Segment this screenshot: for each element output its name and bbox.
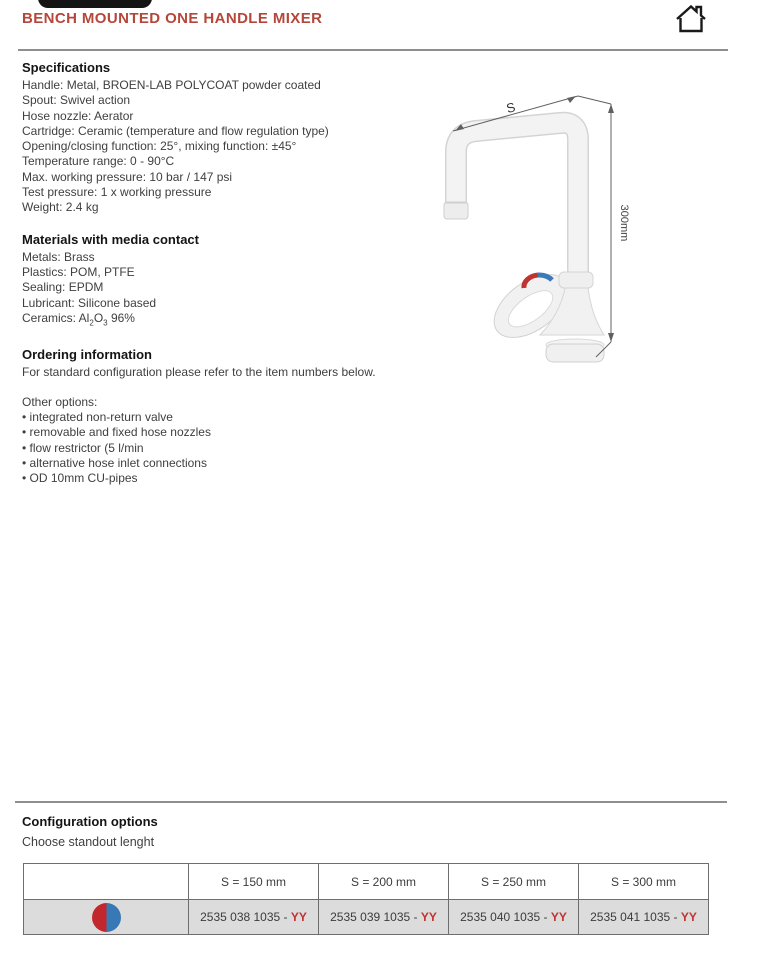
base-flange — [546, 344, 604, 362]
home-icon[interactable] — [672, 2, 712, 36]
spec-line: Opening/closing function: 25°, mixing function: ±45° — [22, 139, 297, 154]
spec-line: Spout: Swivel action — [22, 93, 131, 108]
spec-line: Hose nozzle: Aerator — [22, 108, 134, 123]
specifications-heading: Specifications — [22, 60, 111, 75]
faucet-tube-body — [456, 123, 578, 282]
material-line: Plastics: POM, PTFE — [22, 264, 135, 279]
material-line: Sealing: EPDM — [22, 280, 104, 295]
product-image-faucet — [428, 78, 658, 388]
faucet-tube-outline — [456, 123, 578, 282]
option-line: • removable and fixed hose nozzles — [22, 425, 211, 440]
spec-line: Cartridge: Ceramic (temperature and flow regulation type) — [22, 123, 329, 138]
material-line-ceramics: Ceramics: $Al_2O_3$ 96% — [22, 310, 135, 328]
item-number-cell: 2535 039 1035 - YY — [318, 899, 448, 934]
table-corner-cell — [24, 864, 188, 899]
spec-line: Weight: 2.4 kg — [22, 200, 99, 215]
hot-cold-circle-icon — [92, 903, 121, 932]
item-number-cell: 2535 040 1035 - YY — [448, 899, 578, 934]
spec-line: Max. working pressure: 10 bar / 147 psi — [22, 169, 233, 184]
aerator-nozzle — [444, 202, 468, 219]
materials-heading: Materials with media contact — [22, 231, 199, 247]
configuration-heading: Configuration options — [22, 814, 158, 829]
dimension-height-label: 300mm — [618, 204, 630, 242]
variant-icon-cell — [24, 899, 188, 934]
ordering-intro: For standard configuration please refer to the item numbers below. — [22, 364, 376, 379]
configuration-table — [23, 863, 709, 935]
option-line: • flow restrictor (5 l/min — [22, 440, 144, 455]
column-header-s300: S = 300 mm — [578, 864, 708, 899]
item-number-cell: 2535 041 1035 - YY — [578, 899, 708, 934]
column-header-s250: S = 250 mm — [448, 864, 578, 899]
column-header-s200: S = 200 mm — [318, 864, 448, 899]
other-options-label: Other options: — [22, 394, 98, 409]
spec-line: Temperature range: 0 - 90°C — [22, 154, 175, 169]
section-divider — [15, 801, 727, 803]
brand-logo-pill — [38, 0, 152, 8]
material-line: Lubricant: Silicone based — [22, 295, 157, 310]
spec-text-column — [22, 60, 422, 487]
dimension-height — [596, 104, 614, 357]
spec-line: Test pressure: 1 x working pressure — [22, 185, 212, 200]
ordering-heading: Ordering information — [22, 346, 152, 362]
header-divider — [18, 49, 728, 51]
page-title: BENCH MOUNTED ONE HANDLE MIXER — [22, 10, 323, 27]
column-header-s150: S = 150 mm — [188, 864, 318, 899]
dimension-s-label: S — [504, 99, 517, 117]
option-line: • OD 10mm CU-pipes — [22, 471, 138, 486]
body-collar — [559, 272, 593, 288]
material-line: Metals: Brass — [22, 249, 95, 264]
option-line: • alternative hose inlet connections — [22, 456, 207, 471]
spec-line: Handle: Metal, BROEN-LAB POLYCOAT powder coated — [22, 78, 321, 92]
item-number-cell: 2535 038 1035 - YY — [188, 899, 318, 934]
configuration-subheading: Choose standout lenght — [22, 835, 155, 849]
option-line: • integrated non-return valve — [22, 410, 173, 425]
